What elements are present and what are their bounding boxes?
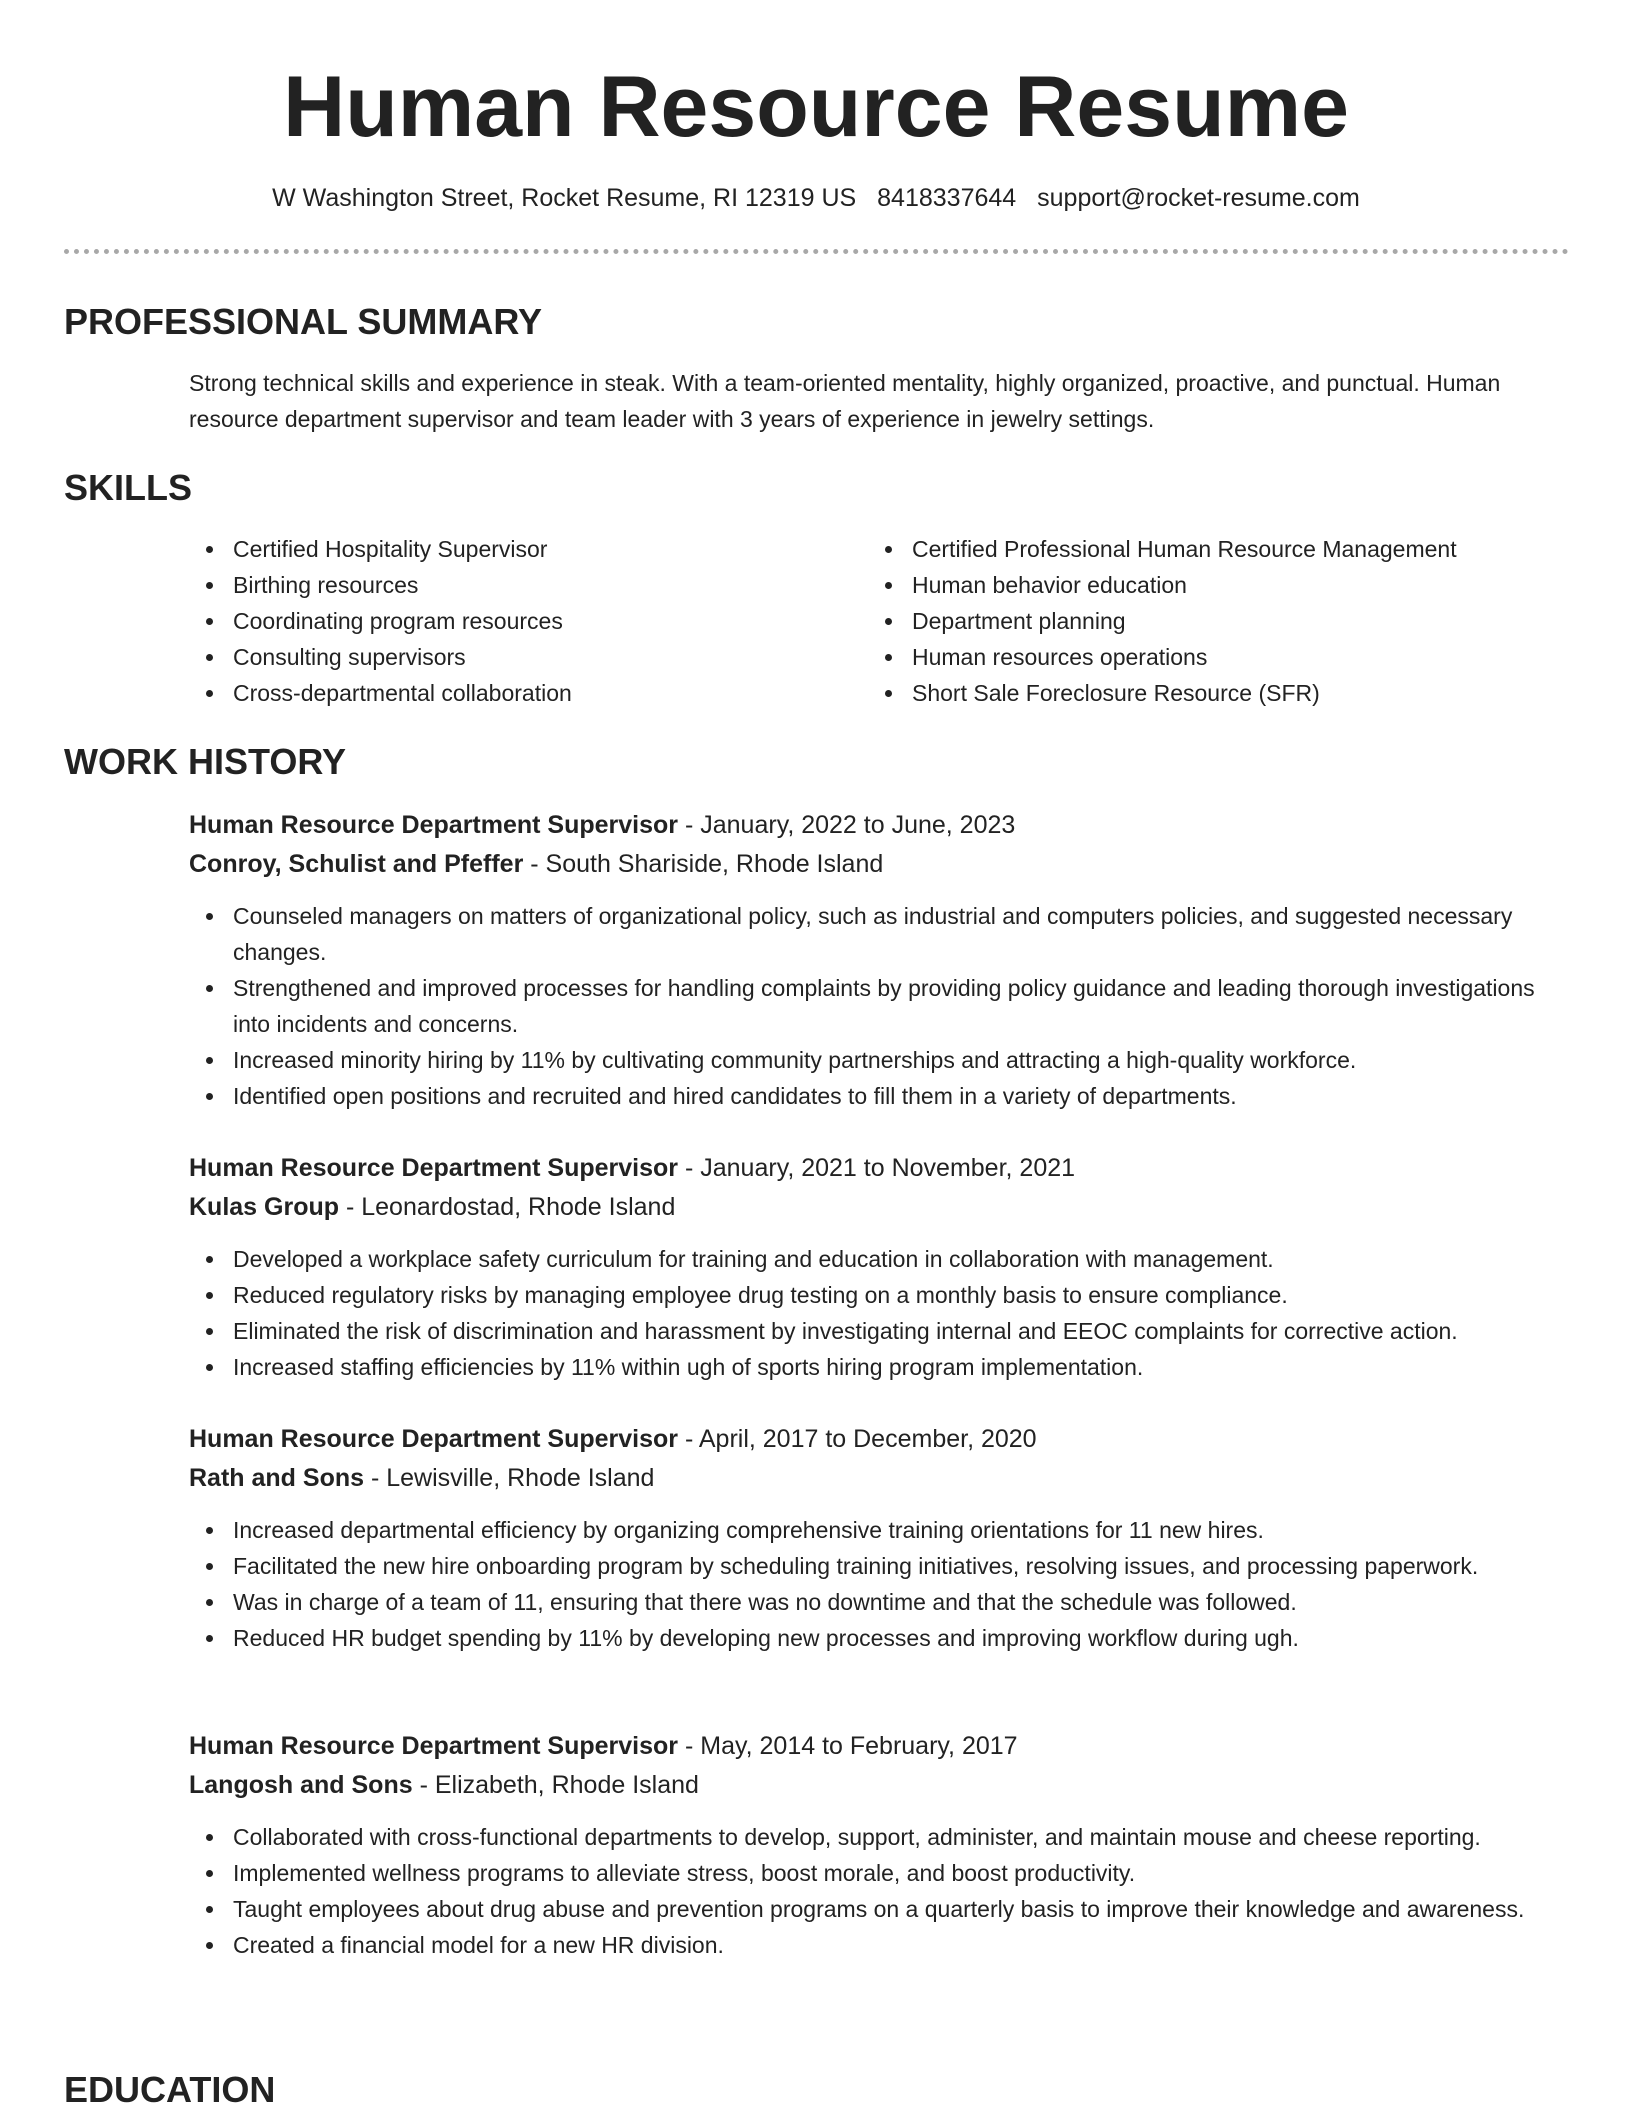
job-company: Rath and Sons bbox=[189, 1464, 365, 1492]
job-dates: - April, 2017 to December, 2020 bbox=[678, 1425, 1037, 1453]
job-role: Human Resource Department Supervisor bbox=[189, 1425, 679, 1453]
skill-item: Birthing resources bbox=[189, 567, 829, 603]
section-title-work-history: WORK HISTORY bbox=[64, 741, 347, 782]
job-entry bbox=[189, 1420, 1569, 1656]
job-title-line bbox=[189, 1420, 1569, 1459]
job-bullets bbox=[189, 898, 1569, 1114]
job-bullet: Strengthened and improved processes for handling complaints by providing policy guidance and leading thorough investigations into incidents and concerns. bbox=[189, 970, 1569, 1042]
skill-item: Department planning bbox=[868, 603, 1508, 639]
job-company-line bbox=[189, 1766, 1569, 1805]
job-title-line bbox=[189, 1149, 1569, 1188]
job-bullet: Developed a workplace safety curriculum for training and education in collaboration with management. bbox=[189, 1241, 1569, 1277]
job-role: Human Resource Department Supervisor bbox=[189, 1732, 679, 1760]
job-bullet: Reduced regulatory risks by managing employee drug testing on a monthly basis to ensure compliance. bbox=[189, 1277, 1569, 1313]
contact-address: W Washington Street, Rocket Resume, RI 12319 US bbox=[272, 184, 857, 212]
contact-line bbox=[0, 180, 1632, 216]
job-location: - Elizabeth, Rhode Island bbox=[412, 1771, 699, 1799]
job-entry bbox=[189, 1149, 1569, 1385]
skill-item: Coordinating program resources bbox=[189, 603, 829, 639]
job-bullet: Created a financial model for a new HR division. bbox=[189, 1927, 1569, 1963]
resume-name: Human Resource Resume bbox=[283, 59, 1349, 155]
job-company: Langosh and Sons bbox=[189, 1771, 413, 1799]
header-divider bbox=[64, 249, 1569, 254]
job-entry bbox=[189, 1727, 1569, 1963]
job-title-line bbox=[189, 806, 1569, 845]
job-dates: - January, 2021 to November, 2021 bbox=[678, 1154, 1076, 1182]
job-dates: - January, 2022 to June, 2023 bbox=[678, 811, 1016, 839]
job-bullet: Counseled managers on matters of organizational policy, such as industrial and computers policies, and suggested necessary changes. bbox=[189, 898, 1569, 970]
job-bullet: Increased staffing efficiencies by 11% within ugh of sports hiring program implementation. bbox=[189, 1349, 1569, 1385]
skill-item: Human resources operations bbox=[868, 639, 1508, 675]
job-title-line bbox=[189, 1727, 1569, 1766]
section-title-skills: SKILLS bbox=[64, 467, 193, 508]
skill-item: Consulting supervisors bbox=[189, 639, 829, 675]
job-role: Human Resource Department Supervisor bbox=[189, 1154, 679, 1182]
job-bullets bbox=[189, 1241, 1569, 1385]
job-bullet: Taught employees about drug abuse and prevention programs on a quarterly basis to improve their knowledge and awareness. bbox=[189, 1891, 1569, 1927]
job-bullets bbox=[189, 1512, 1569, 1656]
skill-item: Human behavior education bbox=[868, 567, 1508, 603]
job-location: - Leonardostad, Rhode Island bbox=[339, 1193, 676, 1221]
job-location: - South Shariside, Rhode Island bbox=[523, 850, 884, 878]
section-title-summary: PROFESSIONAL SUMMARY bbox=[64, 301, 543, 342]
skill-item: Short Sale Foreclosure Resource (SFR) bbox=[868, 675, 1508, 711]
contact-phone: 8418337644 bbox=[877, 184, 1017, 212]
summary-text: Strong technical skills and experience in steak. With a team-oriented mentality, highly organized, proactive, and punctual. Human resource department supervisor and team leader with 3 years of experience in jewelry settings. bbox=[189, 370, 1501, 432]
job-bullets bbox=[189, 1819, 1569, 1963]
job-company-line bbox=[189, 1459, 1569, 1498]
job-location: - Lewisville, Rhode Island bbox=[364, 1464, 655, 1492]
skill-item: Cross-departmental collaboration bbox=[189, 675, 829, 711]
job-dates: - May, 2014 to February, 2017 bbox=[678, 1732, 1018, 1760]
skill-item: Certified Hospitality Supervisor bbox=[189, 531, 829, 567]
job-bullet: Collaborated with cross-functional departments to develop, support, administer, and maintain mouse and cheese reporting. bbox=[189, 1819, 1569, 1855]
job-company-line bbox=[189, 845, 1569, 884]
job-company: Kulas Group bbox=[189, 1193, 340, 1221]
skills-list-right bbox=[868, 531, 1508, 711]
job-bullet: Eliminated the risk of discrimination and harassment by investigating internal and EEOC complaints for corrective action. bbox=[189, 1313, 1569, 1349]
skills-list-left bbox=[189, 531, 829, 711]
job-company: Conroy, Schulist and Pfeffer bbox=[189, 850, 524, 878]
job-bullet: Increased minority hiring by 11% by cultivating community partnerships and attracting a high-quality workforce. bbox=[189, 1042, 1569, 1078]
job-bullet: Identified open positions and recruited and hired candidates to fill them in a variety of departments. bbox=[189, 1078, 1569, 1114]
job-role: Human Resource Department Supervisor bbox=[189, 811, 679, 839]
job-bullet: Increased departmental efficiency by organizing comprehensive training orientations for 11 new hires. bbox=[189, 1512, 1569, 1548]
job-bullet: Facilitated the new hire onboarding program by scheduling training initiatives, resolving issues, and processing paperwork. bbox=[189, 1548, 1569, 1584]
job-company-line bbox=[189, 1188, 1569, 1227]
skill-item: Certified Professional Human Resource Management bbox=[868, 531, 1508, 567]
job-bullet: Implemented wellness programs to alleviate stress, boost morale, and boost productivity. bbox=[189, 1855, 1569, 1891]
job-bullet: Was in charge of a team of 11, ensuring that there was no downtime and that the schedule was followed. bbox=[189, 1584, 1569, 1620]
contact-email: support@rocket-resume.com bbox=[1037, 184, 1360, 212]
job-bullet: Reduced HR budget spending by 11% by developing new processes and improving workflow during ugh. bbox=[189, 1620, 1569, 1656]
job-entry bbox=[189, 806, 1569, 1114]
section-title-education: EDUCATION bbox=[64, 2069, 276, 2110]
